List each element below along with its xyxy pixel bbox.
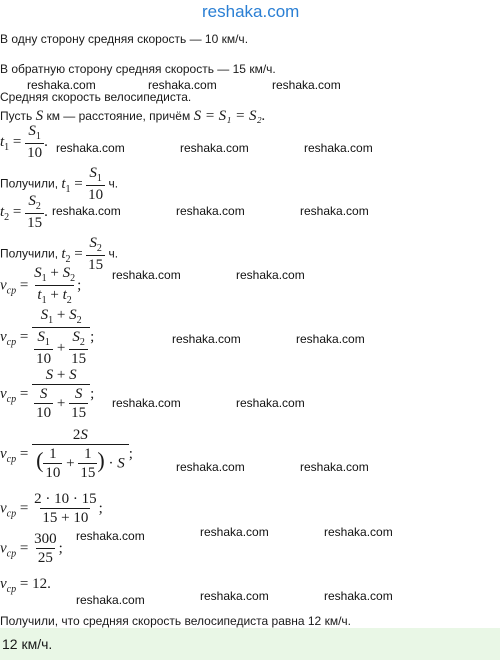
watermark: reshaka.com <box>112 268 181 282</box>
watermark: reshaka.com <box>180 141 249 155</box>
watermark: reshaka.com <box>176 460 245 474</box>
statement-line-3: Средняя скорость велосипедиста. <box>0 90 192 104</box>
answer-text: 12 км/ч. <box>2 636 53 652</box>
watermark: reshaka.com <box>76 593 145 607</box>
formula-vcp-4: $v_{cp}$ = 2S ( $\frac{1}{10}$ + $\frac{1}{15}$ ) · S ; <box>0 427 133 481</box>
watermark: reshaka.com <box>176 204 245 218</box>
vcp-final-value: = 12. <box>19 576 51 592</box>
watermark: reshaka.com <box>304 141 373 155</box>
statement-line-4 <box>0 108 266 125</box>
formula-vcp-final: $v_{cp} = 12$. <box>0 576 51 595</box>
watermark: reshaka.com <box>272 78 341 92</box>
watermark: reshaka.com <box>300 204 369 218</box>
watermark: reshaka.com <box>324 589 393 603</box>
watermark: reshaka.com <box>56 141 125 155</box>
formula-vcp-3: $v_{cp}$ = S + S $\frac{S}{10}$ + $\frac{S}{15}$ ; <box>0 367 95 421</box>
watermark: reshaka.com <box>52 204 121 218</box>
formula-vcp-2: $v_{cp}$ = $S_1 + S_2$ $\frac{S_1}{10}$ + $\frac{S_2}{15}$ ; <box>0 307 95 367</box>
watermark: reshaka.com <box>200 525 269 539</box>
watermark: reshaka.com <box>112 396 181 410</box>
formula-vcp-5: $v_{cp}$ = $\frac{2 \cdot 10 \cdot 15}{15 + 10}$ ; <box>0 491 103 526</box>
watermark: reshaka.com <box>27 78 96 92</box>
statement-line-1: В одну сторону средняя скорость — 10 км/ч. <box>0 32 249 46</box>
distance-text: км — расстояние, причём <box>46 109 191 123</box>
result-t1: Получили, $t_1$ = $\frac{S_1}{10}$ ч. <box>0 165 119 203</box>
watermark: reshaka.com <box>236 268 305 282</box>
watermark: reshaka.com <box>236 396 305 410</box>
result-t2: Получили, $t_2$ = $\frac{S_2}{15}$ ч. <box>0 235 119 273</box>
s-equality: S = S₁ = S₂. <box>193 108 266 124</box>
let-word: Пусть <box>0 109 33 123</box>
formula-t1: $t_1$ = $\frac{S_1}{10}$ . <box>0 123 48 161</box>
watermark: reshaka.com <box>172 332 241 346</box>
site-logo-text[interactable]: reshaka.com <box>202 2 300 21</box>
formula-vcp-1: $v_{cp}$ = $\frac{S_1 + S_2}{t_1 + t_2}$ ; <box>0 265 82 306</box>
formula-t2: $t_2$ = $\frac{S_2}{15}$ . <box>0 193 48 231</box>
got-word: Получили, <box>0 246 59 261</box>
conclusion-text: Получили, что средняя скорость велосипедиста равна 12 км/ч. <box>0 614 351 628</box>
answer-box <box>0 628 500 660</box>
watermark: reshaka.com <box>200 589 269 603</box>
unit-hours: ч. <box>108 246 119 261</box>
var-s: S <box>35 108 44 124</box>
got-word: Получили, <box>0 176 59 191</box>
watermark: reshaka.com <box>148 78 217 92</box>
watermark: reshaka.com <box>300 460 369 474</box>
watermark: reshaka.com <box>296 332 365 346</box>
watermark: reshaka.com <box>324 525 393 539</box>
watermark: reshaka.com <box>76 529 145 543</box>
unit-hours: ч. <box>108 176 119 191</box>
formula-vcp-6: $v_{cp}$ = $\frac{300}{25}$ ; <box>0 531 63 566</box>
statement-line-2: В обратную сторону средняя скорость — 15 км/ч. <box>0 62 276 76</box>
